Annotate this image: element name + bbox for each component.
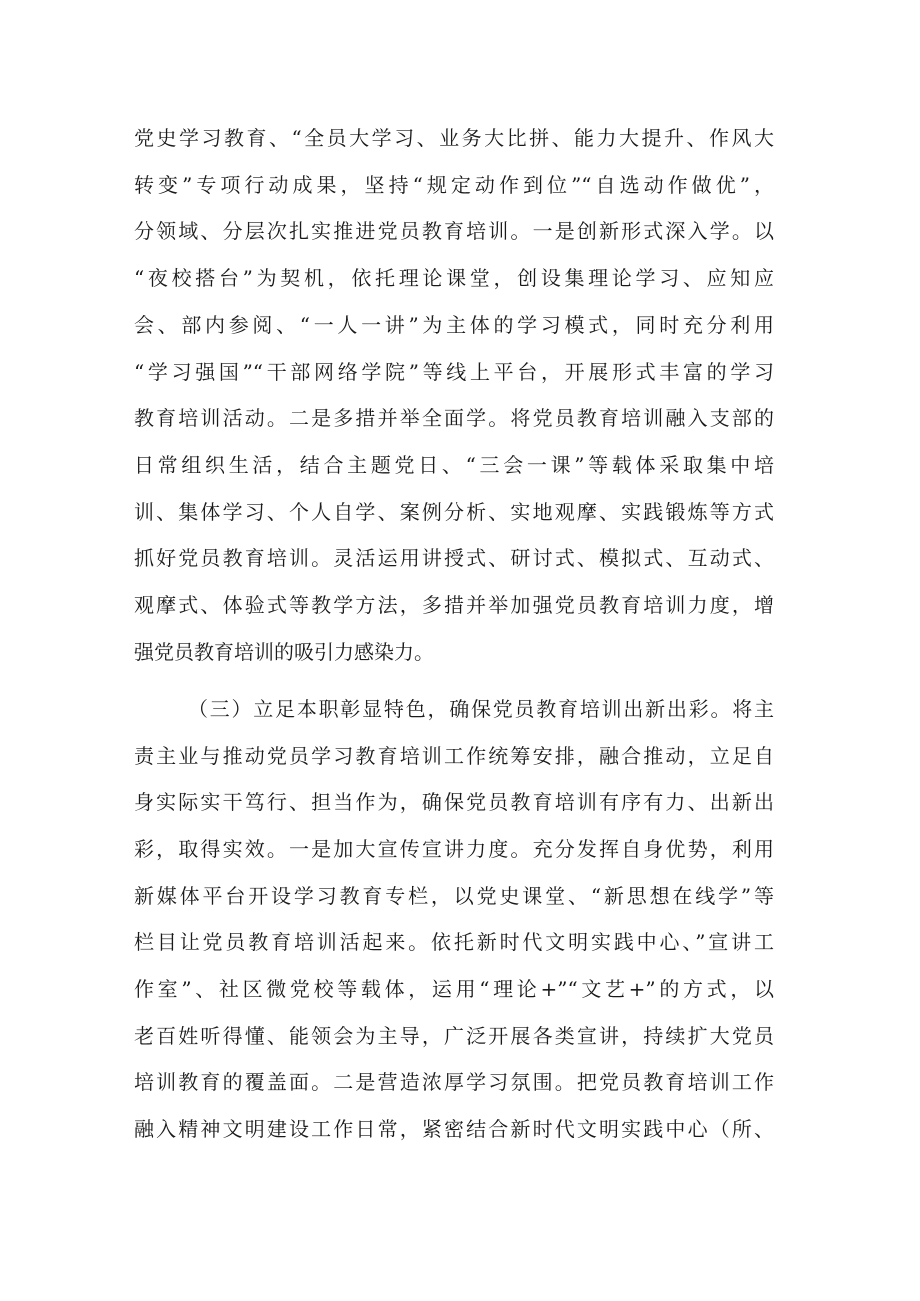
text-line: 新媒体平台开设学习教育专栏，以党史课堂、“新思想在线学”等 [134,884,774,908]
text-line: 观摩式、体验式等教学方法，多措并举加强党员教育培训力度，增 [134,593,774,617]
text-line: 强党员教育培训的吸引力感染力。 [134,640,434,664]
text-line: 责主业与推动党员学习教育培训工作统筹安排，融合推动，立足自 [134,744,774,768]
text-line: 栏目让党员教育培训活起来。依托新时代文明实践中心、”宣讲工 [134,930,774,954]
text-line: 会、部内参阅、“一人一讲”为主体的学习模式，同时充分利用 [134,313,774,337]
text-line: 教育培训活动。二是多措并举全面学。将党员教育培训融入支部的 [134,406,774,430]
text-line: 抓好党员教育培训。灵活运用讲授式、研讨式、模拟式、互动式、 [134,546,774,570]
text-line: “学习强国”“干部网络学院”等线上平台，开展形式丰富的学习 [134,360,774,384]
text-line: 融入精神文明建设工作日常，紧密结合新时代文明实践中心（所、 [134,1117,774,1141]
text-line: 身实际实干笃行、担当作为，确保党员教育培训有序有力、出新出 [134,790,774,814]
text-line: 分领域、分层次扎实推进党员教育培训。一是创新形式深入学。以 [134,219,774,243]
text-line: 党史学习教育、“全员大学习、业务大比拼、能力大提升、作风大 [134,126,774,150]
text-line: 培训教育的覆盖面。二是营造浓厚学习氛围。把党员教育培训工作 [134,1070,774,1094]
text-line: 转变”专项行动成果，坚持“规定动作到位”“自选动作做优”， [134,173,774,197]
text-line: “夜校搭台”为契机，依托理论课堂，创设集理论学习、应知应 [134,266,774,290]
text-line: 训、集体学习、个人自学、案例分析、实地观摩、实践锻炼等方式 [134,500,774,524]
text-line: 彩，取得实效。一是加大宣传宣讲力度。充分发挥自身优势，利用 [134,837,774,861]
text-line: 作室”、社区微党校等载体，运用“理论+”“文艺+”的方式，以 [134,977,774,1001]
section-heading-line: （三）立足本职彰显特色，确保党员教育培训出新出彩。将主 [188,697,774,721]
text-line: 日常组织生活，结合主题党日、“三会一课”等载体采取集中培 [134,453,774,477]
text-line: 老百姓听得懂、能领会为主导，广泛开展各类宣讲，持续扩大党员 [134,1024,774,1048]
